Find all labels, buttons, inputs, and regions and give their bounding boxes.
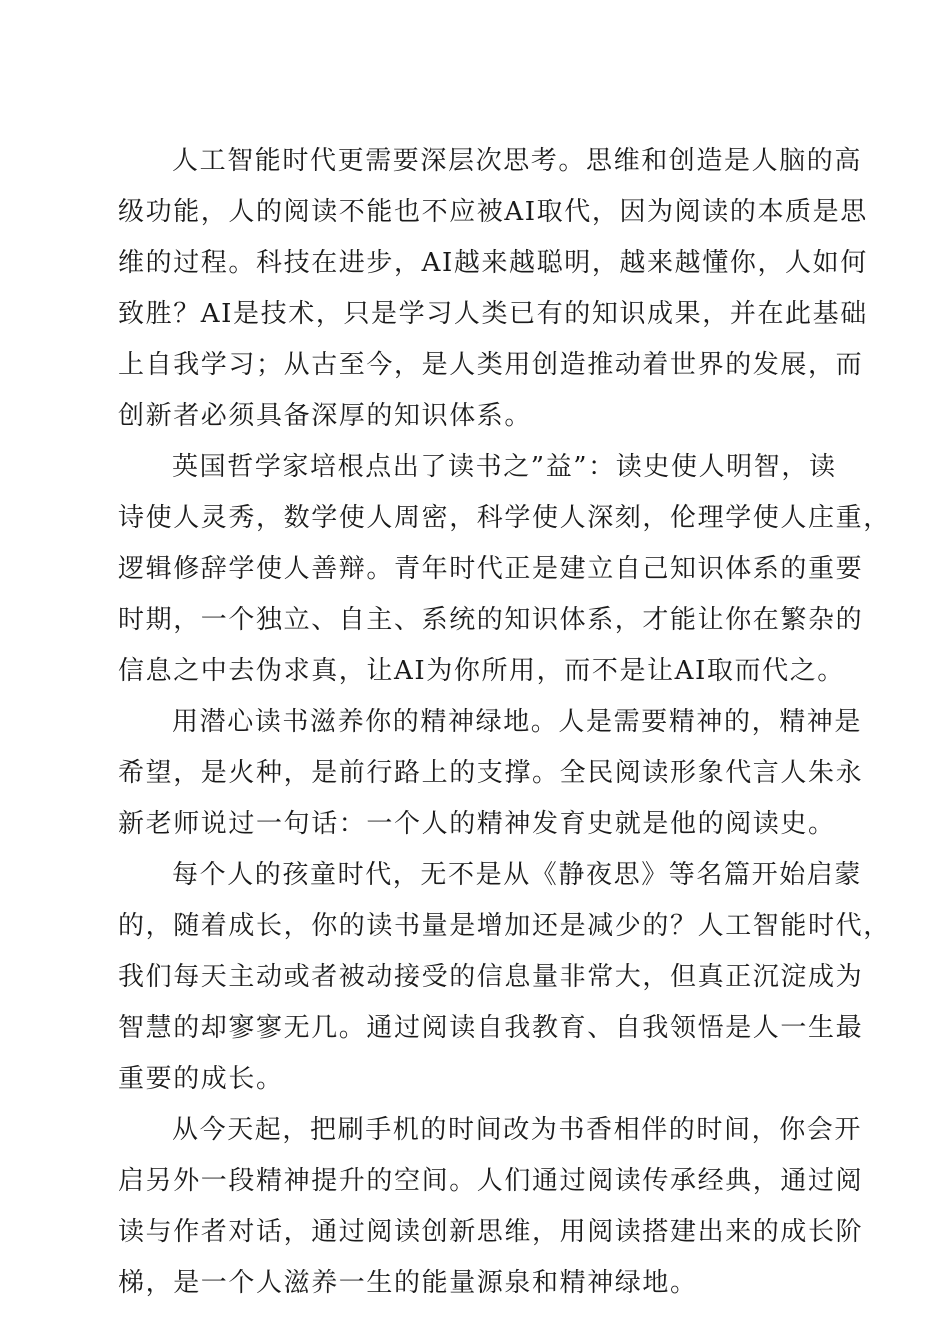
text-line: 人工智能时代更需要深层次思考。思维和创造是人脑的高: [172, 146, 863, 176]
text-line: 新老师说过一句话：一个人的精神发育史就是他的阅读史。: [118, 809, 836, 839]
text-line: 希望，是火种，是前行路上的支撑。全民阅读形象代言人朱永: [118, 758, 864, 788]
text-line: 用潜心读书滋养你的精神绿地。人是需要精神的，精神是: [172, 707, 863, 737]
text-line: 级功能，人的阅读不能也不应被AI取代，因为阅读的本质是思: [118, 197, 868, 227]
text-line: 重要的成长。: [118, 1064, 284, 1094]
paragraph-childhood: [118, 850, 891, 1105]
text-line: 启另外一段精神提升的空间。人们通过阅读传承经典，通过阅: [118, 1166, 864, 1196]
paragraph-ai-thinking: [118, 136, 868, 442]
text-line: 逻辑修辞学使人善辩。青年时代正是建立自己知识体系的重要: [118, 554, 864, 584]
text-line: 创新者必须具备深厚的知识体系。: [118, 401, 533, 431]
text-line: 诗使人灵秀，数学使人周密，科学使人深刻，伦理学使人庄重，: [118, 503, 891, 533]
text-line: 智慧的却寥寥无几。通过阅读自我教育、自我领悟是人一生最: [118, 1013, 864, 1043]
text-line: 梯，是一个人滋养一生的能量源泉和精神绿地。: [118, 1268, 698, 1298]
text-line: 每个人的孩童时代，无不是从《静夜思》等名篇开始启蒙: [172, 860, 863, 890]
text-line: 读与作者对话，通过阅读创新思维，用阅读搭建出来的成长阶: [118, 1217, 864, 1247]
text-line: 我们每天主动或者被动接受的信息量非常大，但真正沉淀成为: [118, 962, 864, 992]
text-line: 的，随着成长，你的读书量是增加还是减少的？人工智能时代，: [118, 911, 891, 941]
text-line: 上自我学习；从古至今，是人类用创造推动着世界的发展，而: [118, 350, 864, 380]
paragraph-spiritual-green: [118, 697, 864, 850]
text-line: 从今天起，把刷手机的时间改为书香相伴的时间，你会开: [172, 1115, 863, 1145]
paragraph-from-today: [118, 1105, 864, 1309]
text-line: 维的过程。科技在进步，AI越来越聪明，越来越懂你，人如何: [118, 248, 868, 278]
text-line: 信息之中去伪求真，让AI为你所用，而不是让AI取而代之。: [118, 656, 845, 686]
text-line: 致胜？AI是技术，只是学习人类已有的知识成果，并在此基础: [118, 299, 868, 329]
text-line: 时期，一个独立、自主、系统的知识体系，才能让你在繁杂的: [118, 605, 864, 635]
text-line: 英国哲学家培根点出了读书之”益”：读史使人明智，读: [172, 452, 837, 482]
article-body: [118, 136, 891, 1309]
paragraph-bacon-quote: [118, 442, 891, 697]
